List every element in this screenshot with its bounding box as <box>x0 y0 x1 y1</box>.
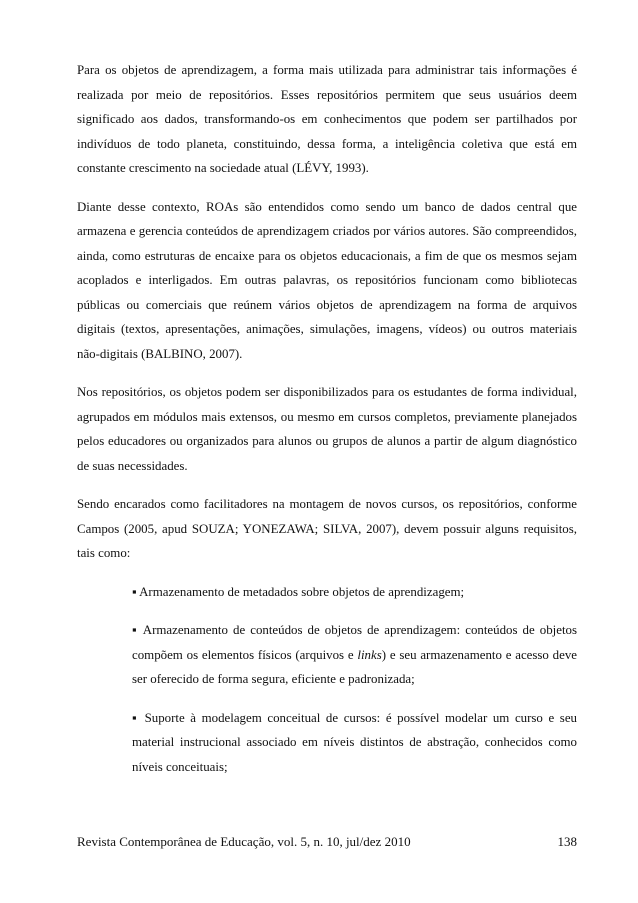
bullet-icon: ▪ <box>132 623 139 637</box>
body-text <box>77 58 577 793</box>
page-footer <box>77 834 577 850</box>
list-item-text: ) e seu armazenamento e acesso deve ser oferecido de forma segura, eficiente e padronizada; <box>132 647 577 686</box>
page-number: 138 <box>557 834 577 849</box>
list-item <box>132 580 577 605</box>
list-item <box>132 706 577 780</box>
list-item <box>132 618 577 692</box>
requirements-list <box>77 580 577 780</box>
list-item-text: Armazenamento de conteúdos de objetos de aprendizagem: conteúdos de objetos compõem os elementos físicos (arquivos e <box>132 623 578 662</box>
bullet-icon: ▪ <box>132 584 137 599</box>
italic-term: links <box>357 647 382 662</box>
list-item-text: Suporte à modelagem conceitual de cursos: é possível modelar um curso e seu material instrucional associado em níveis distintos de abstração, conhecidos como níveis conceituais; <box>132 710 577 774</box>
paragraph-4: Sendo encarados como facilitadores na montagem de novos cursos, os repositórios, conforme Campos (2005, apud SOUZA; YONEZAWA; SILVA, 2007), devem possuir alguns requisitos, tais como: <box>77 497 577 560</box>
bullet-icon: ▪ <box>132 710 139 725</box>
paragraph-1: Para os objetos de aprendizagem, a forma mais utilizada para administrar tais informações é realizada por meio de repositórios. Esses repositórios permitem que seus usuários deem significado aos dados, transformando-os em conhecimentos que podem ser partilhados por indivíduos de todo planeta, constituindo, dessa forma, a inteligência coletiva que está em constante crescimento na sociedade atual (LÉVY, 1993). <box>77 63 577 175</box>
paragraph-2: Diante desse contexto, ROAs são entendidos como sendo um banco de dados central que armazena e gerencia conteúdos de aprendizagem criados por vários autores. São compreendidos, ainda, como estruturas de encaixe para os objetos educacionais, a fim de que os mesmos sejam acoplados e interligados. Em outras palavras, os repositórios funcionam como bibliotecas públicas ou comerciais que reúnem vários objetos de aprendizagem na forma de arquivos digitais (textos, apresentações, animações, simulações, imagens, vídeos) ou outros materiais não-digitais (BALBINO, 2007). <box>77 199 577 361</box>
journal-citation: Revista Contemporânea de Educação, vol. 5, n. 10, jul/dez 2010 <box>77 834 411 849</box>
paragraph-3: Nos repositórios, os objetos podem ser disponibilizados para os estudantes de forma individual, agrupados em módulos mais extensos, ou mesmo em cursos completos, previamente planejados pelos educadores ou organizados para alunos ou grupos de alunos a partir de algum diagnóstico de suas necessidades. <box>77 385 577 473</box>
list-item-text: Armazenamento de metadados sobre objetos de aprendizagem; <box>139 584 465 599</box>
